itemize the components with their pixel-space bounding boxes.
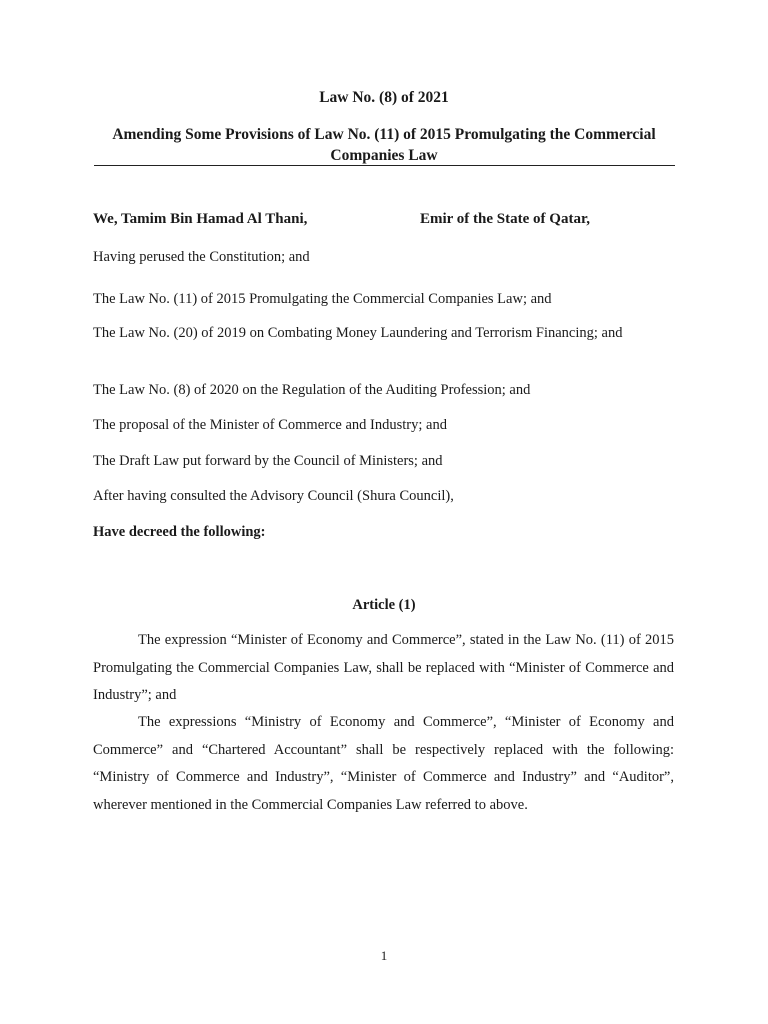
- title-divider: [94, 165, 675, 166]
- decree-office: Emir of the State of Qatar,: [420, 211, 590, 227]
- decree-issuer: We, Tamim Bin Hamad Al Thani,: [93, 211, 308, 227]
- preamble-item: The Law No. (11) of 2015 Promulgating the Commercial Companies Law; and: [93, 291, 552, 307]
- law-title: Law No. (8) of 2021: [319, 89, 449, 106]
- article-heading: Article (1): [352, 597, 416, 613]
- article-paragraph: The expressions “Ministry of Economy and Commerce”, “Minister of Economy and Commerce” and “Chartered Accountant” shall be respectively replaced with the following: “Ministry of Commerce and Industry”, “Minister of Commerce and Industry” and “Auditor”, wherever mentioned in the Commercial Companies Law referred to above.: [93, 714, 674, 813]
- page-number: 1: [380, 948, 388, 963]
- article-paragraph: The expression “Minister of Economy and Commerce”, stated in the Law No. (11) of 2015 Promulgating the Commercial Companies Law, shall be replaced with “Minister of Commerce and Industry”; and: [93, 632, 674, 703]
- preamble-item: Having perused the Constitution; and: [93, 249, 310, 265]
- preamble-item: The proposal of the Minister of Commerce and Industry; and: [93, 417, 447, 433]
- preamble-item: The Law No. (20) of 2019 on Combating Money Laundering and Terrorism Financing; and: [93, 325, 623, 341]
- preamble-item: The Draft Law put forward by the Council of Ministers; and: [93, 453, 443, 469]
- law-subtitle: Amending Some Provisions of Law No. (11) of 2015 Promulgating the Commercial Companies Law: [112, 126, 656, 164]
- preamble-item: The Law No. (8) of 2020 on the Regulation of the Auditing Profession; and: [93, 382, 531, 398]
- preamble-item: After having consulted the Advisory Council (Shura Council),: [93, 488, 454, 504]
- decreed-statement: Have decreed the following:: [93, 524, 266, 540]
